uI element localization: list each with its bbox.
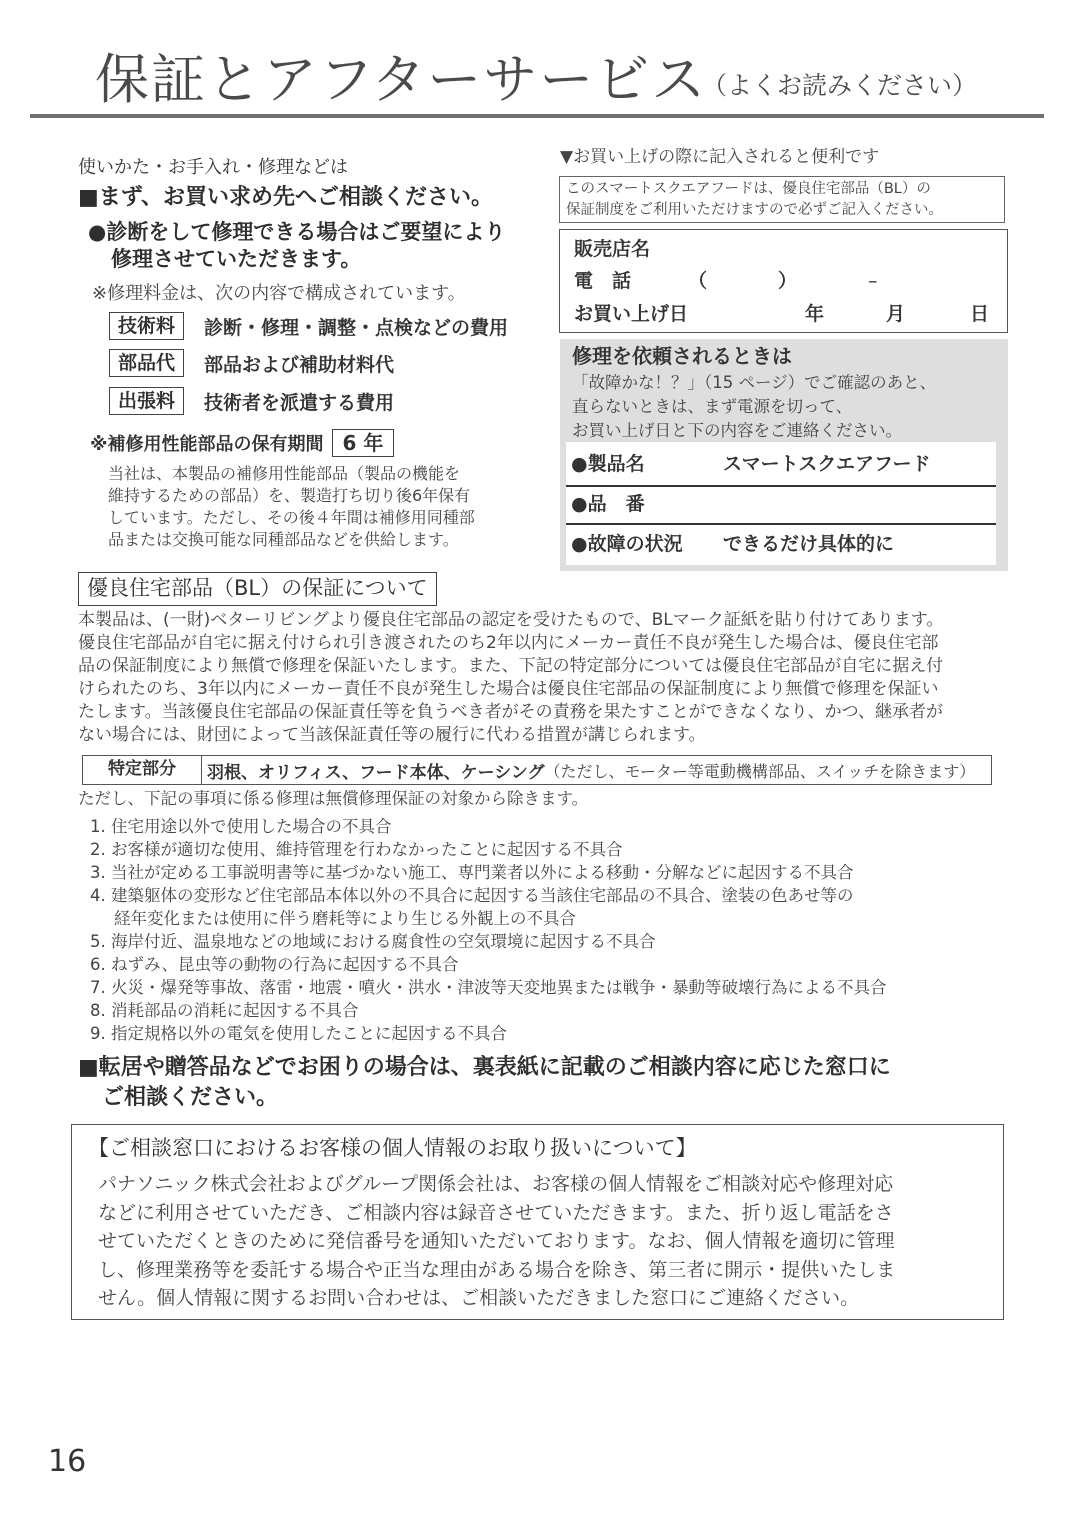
memo-day-label: 日 <box>970 303 990 325</box>
exclusion-item: 6. ねずみ、昆虫等の動物の行為に起因する不具合 <box>90 955 459 974</box>
moving-consult-heading-cont: ご相談ください。 <box>102 1085 279 1110</box>
title-rule <box>30 114 1044 118</box>
repair-instruction-line: お買い上げ日と下の内容をご連絡ください。 <box>572 421 902 440</box>
bl-body-line: 本製品は、(一財)ベターリビングより優良住宅部品の認定を受けたもので、BLマーク証紙を貼り付けてあります。 <box>78 610 944 630</box>
intro-text: 使いかた・お手入れ・修理などは <box>78 157 348 178</box>
bl-body-line: たします。当該優良住宅部品の保証責任等を負うべき者がその責務を果たすことができなくなり、かつ、継承者が <box>78 702 943 722</box>
fee-note: ※修理料金は、次の内容で構成されています。 <box>92 283 466 304</box>
exclusion-item: 4. 建築躯体の変形など住宅部品本体以外の不具合に起因する当該住宅部品の不具合、塗装の色あせ等の <box>90 886 854 905</box>
parts-retention-body <box>108 463 548 551</box>
privacy-body <box>98 1170 988 1313</box>
fee-label: 技術料 <box>109 312 184 340</box>
fee-row-parts <box>109 348 394 378</box>
specific-parts-box <box>82 755 992 785</box>
table-rule <box>566 485 996 487</box>
parts-retention-label: ※補修用性能部品の保有期間 <box>90 434 324 455</box>
privacy-body-line: パナソニック株式会社およびグループ関係会社は、お客様の個人情報をご相談対応や修理対応 <box>98 1173 894 1195</box>
repair-product-name-label: ●製品名 <box>571 453 645 475</box>
repair-model-number-label: ●品 番 <box>571 493 645 515</box>
repair-instruction-line: 直らないときは、まず電源を切って、 <box>572 397 853 416</box>
bl-note-line: このスマートスクエアフードは、優良住宅部品（BL）の <box>566 181 931 197</box>
memo-month-label: 月 <box>886 303 906 325</box>
parts-body-line: しています。ただし、その後４年間は補修用同種部 <box>108 508 475 527</box>
parts-retention-years: 6 年 <box>332 429 395 457</box>
memo-tel-label: 電 話 <box>574 270 632 292</box>
page-subtitle: （よくお読みください） <box>702 71 978 100</box>
memo-date-label: お買い上げ日 <box>574 303 689 325</box>
moving-consult-heading: ■転居や贈答品などでお困りの場合は、裏表紙に記載のご相談内容に応じた窓口に <box>78 1055 891 1080</box>
fee-label: 部品代 <box>109 349 184 377</box>
memo-tel-open-paren: （ <box>688 270 708 292</box>
fee-description: 部品および補助材料代 <box>204 353 395 376</box>
page-title: 保証とアフターサービス <box>95 48 708 111</box>
bl-note-line: 保証制度をご利用いただけますので必ずご記入ください。 <box>566 202 943 218</box>
parts-body-line: 当社は、本製品の補修用性能部品（製品の機能を <box>108 464 461 483</box>
exclusion-item: 1. 住宅用途以外で使用した場合の不具合 <box>90 817 392 836</box>
exclusion-item: 7. 火災・爆発等事故、落雷・地震・噴火・洪水・津波等天変地異または戦争・暴動等破壊行為による不具合 <box>90 978 887 997</box>
exclusion-item-continued: 経年変化または使用に伴う磨耗等により生じる外観上の不具合 <box>114 909 576 928</box>
first-consult-heading: ■まず、お買い求め先へご相談ください。 <box>78 185 494 210</box>
privacy-body-line: などに利用させていただき、ご相談内容は録音させていただきます。また、折り返し電話をさ <box>98 1201 894 1224</box>
exclusion-intro: ただし、下記の事項に係る修理は無償修理保証の対象から除きます。 <box>78 789 589 808</box>
exclusion-item: 2. お客様が適切な使用、維持管理を行わなかったことに起因する不具合 <box>90 840 623 859</box>
privacy-body-line: せていただくときのために発信番号を通知いただいております。なお、個人情報を適切に管理 <box>98 1230 895 1252</box>
bl-body-line: けられたのち、3年以内にメーカー責任不良が発生した場合は優良住宅部品の保証制度により無償で修理を保証い <box>78 679 939 699</box>
fee-description: 診断・修理・調整・点検などの費用 <box>204 316 509 339</box>
bl-warranty-title: 優良住宅部品（BL）の保証について <box>78 572 437 606</box>
table-rule <box>566 523 996 525</box>
memo-hint: ▼お買い上げの際に記入されると便利です <box>560 147 880 167</box>
fee-row-technical <box>109 311 508 341</box>
bl-body-line: 優良住宅部品が自宅に据え付けられ引き渡されたのち2年以内にメーカー責任不良が発生した場合は、優良住宅部 <box>78 633 939 653</box>
diagnosis-line-2: 修理させていただきます。 <box>111 247 362 271</box>
specific-parts-label: 特定部分 <box>83 756 202 784</box>
bl-body-line: ない場合には、財団によって当該保証責任等の履行に代わる措置が講じられます。 <box>78 725 706 745</box>
diagnosis-line-1: ●診断をして修理できる場合はご要望により <box>88 220 506 244</box>
repair-request-title: 修理を依頼されるときは <box>572 344 792 368</box>
exclusion-item: 3. 当社が定める工事説明書等に基づかない施工、専門業者以外による移動・分解などに起因する不具合 <box>90 863 854 882</box>
memo-tel-close-paren: ） <box>778 270 798 292</box>
memo-year-label: 年 <box>805 303 825 325</box>
repair-instruction-line: 「故障かな！？」（15 ページ）でご確認のあと、 <box>572 373 937 392</box>
exclusion-item: 9. 指定規格以外の電気を使用したことに起因する不具合 <box>90 1024 507 1043</box>
memo-shop-label: 販売店名 <box>574 238 651 260</box>
parts-body-line: 維持するための部品）を、製造打ち切り後6年保有 <box>108 486 471 505</box>
repair-product-name-value: スマートスクエアフード <box>723 453 931 475</box>
privacy-body-line: し、修理業務等を委託する場合や正当な理由がある場合を除き、第三者に開示・提供いたしま <box>98 1258 896 1281</box>
specific-parts-items: 羽根、オリフィス、フード本体、ケーシング <box>207 762 545 783</box>
fee-label: 出張料 <box>109 387 184 415</box>
bl-note-box <box>559 176 1005 223</box>
parts-body-line: 品または交換可能な同種部品などを供給します。 <box>108 530 459 549</box>
repair-fault-value: できるだけ具体的に <box>723 533 895 555</box>
bl-body-line: 品の保証制度により無償で修理を保証いたします。また、下記の特定部分については優良住宅部品が自宅に据え付 <box>78 656 944 676</box>
fee-description: 技術者を派遣する費用 <box>204 391 395 414</box>
privacy-title: 【ご相談窓口におけるお客様の個人情報のお取り扱いについて】 <box>88 1136 697 1160</box>
repair-fault-label: ●故障の状況 <box>571 533 683 555</box>
page-number: 16 <box>48 1444 87 1479</box>
privacy-body-line: せん。個人情報に関するお問い合わせは、ご相談いただきました窓口にご連絡ください。 <box>98 1287 860 1309</box>
parts-retention-heading <box>90 428 394 458</box>
specific-parts-note: （ただし、モーター等電動機構部品、スイッチを除きます） <box>544 761 976 781</box>
fee-row-travel <box>109 386 394 416</box>
bl-warranty-body <box>78 609 1038 747</box>
exclusion-item: 5. 海岸付近、温泉地などの地域における腐食性の空気環境に起因する不具合 <box>90 932 656 951</box>
exclusion-item: 8. 消耗部品の消耗に起因する不具合 <box>90 1001 359 1020</box>
memo-tel-dash: – <box>868 270 878 292</box>
